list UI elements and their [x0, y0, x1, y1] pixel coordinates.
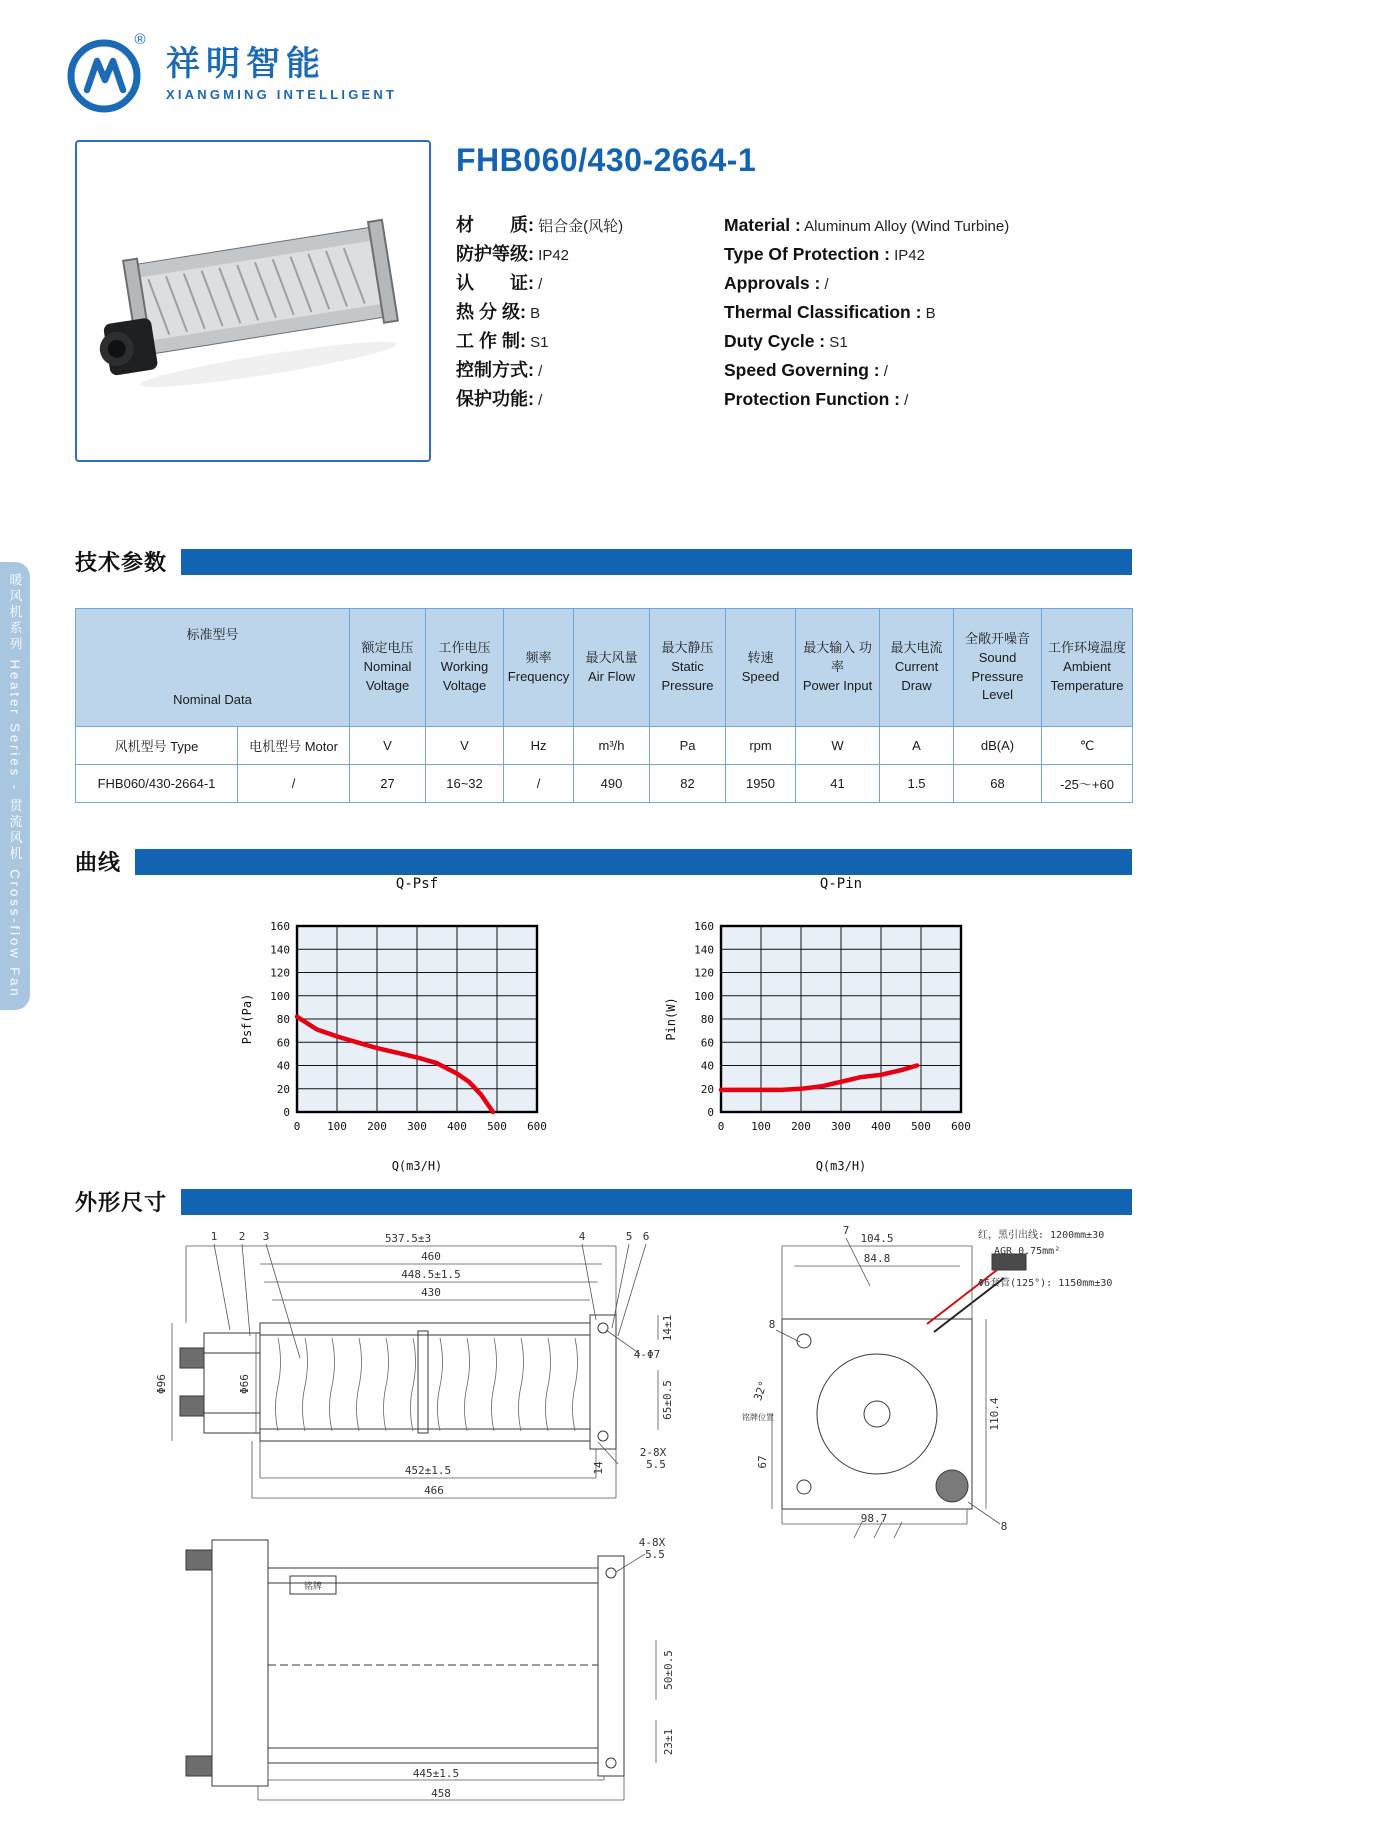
svg-text:160: 160 [270, 920, 290, 933]
table-header-cell [954, 609, 1042, 727]
spec-label-en: Protection Function : [724, 389, 900, 409]
dimension-label: Φ6套管(125°): 1150mm±30 [978, 1278, 1113, 1289]
svg-text:120: 120 [270, 966, 290, 980]
dimension-label: 3 [262, 1230, 270, 1243]
table-data-cell: 1950 [726, 765, 796, 803]
table-data-cell: FHB060/430-2664-1 [76, 765, 238, 803]
table-header-cell [574, 609, 650, 727]
product-model: FHB060/430-2664-1 [456, 142, 757, 178]
svg-text:Psf(Pa): Psf(Pa) [240, 993, 254, 1045]
section-title-tech: 技术参数 [75, 550, 168, 575]
svg-text:40: 40 [700, 1059, 714, 1073]
dimension-label: 452±1.5 [404, 1464, 452, 1477]
chart-plot [659, 914, 1027, 1176]
svg-text:400: 400 [447, 1120, 467, 1133]
table-data-cell: / [238, 765, 350, 803]
svg-text:100: 100 [751, 1120, 771, 1133]
section-curves [75, 846, 1132, 877]
svg-text:120: 120 [694, 966, 714, 980]
spec-label-en: Duty Cycle : [724, 331, 826, 351]
spec-row-cn: 工 作 制: S1 [456, 331, 549, 351]
chart-title: Q-Pin [819, 876, 863, 892]
table-unit-cell: m³/h [574, 727, 650, 765]
chart-q-pin [659, 876, 1027, 1176]
spec-label-en: Thermal Classification : [724, 302, 922, 322]
dimension-label: 104.5 [860, 1232, 894, 1245]
dimension-label: 110.4 [988, 1397, 1001, 1431]
table-header-cn: 最大电流 [890, 640, 943, 656]
svg-text:160: 160 [694, 920, 714, 933]
table-unit-cell: ℃ [1042, 727, 1133, 765]
svg-text:600: 600 [527, 1120, 547, 1133]
spec-label-en: Approvals : [724, 273, 821, 293]
spec-row-en: Approvals : / [724, 273, 829, 293]
registered-mark: ® [134, 31, 146, 48]
spec-row-cn: 防护等级: IP42 [456, 244, 570, 264]
svg-text:200: 200 [791, 1120, 811, 1133]
table-unit-cell: V [350, 727, 426, 765]
spec-row-en: Speed Governing : / [724, 360, 888, 380]
spec-label-en: Type Of Protection : [724, 244, 890, 264]
dimension-drawing-side-view [150, 1228, 710, 1518]
spec-row-cn: 认 证: / [456, 273, 543, 293]
svg-text:100: 100 [270, 989, 290, 1003]
logo-en: XIANGMING INTELLIGENT [166, 87, 398, 103]
svg-text:140: 140 [270, 943, 290, 957]
dimension-label: 32° [751, 1379, 771, 1403]
table-data-row [76, 765, 1133, 803]
table-header-en: Frequency [507, 668, 570, 684]
dimension-label: 红，黑引出线: 1200mm±30 [978, 1230, 1105, 1241]
spec-label-cn: 防护等级: [456, 244, 534, 264]
table-header-en: Power Input [802, 677, 873, 693]
svg-text:80: 80 [276, 1013, 290, 1026]
spec-row-en: Type Of Protection : IP42 [724, 244, 925, 264]
table-header-cn: 工作电压 [438, 640, 491, 656]
svg-text:100: 100 [694, 989, 714, 1003]
dimension-label: 8 [1000, 1520, 1008, 1533]
spec-row-cn: 保护功能: / [456, 389, 543, 409]
table-header-en: Ambient Temperature [1050, 659, 1124, 693]
dimension-label: 2-8X [639, 1446, 667, 1459]
spec-row-cn: 材 质: 铝合金(风轮) [456, 215, 624, 235]
svg-text:20: 20 [276, 1082, 290, 1096]
table-header-en: Working Voltage [440, 659, 489, 693]
dimension-label: 445±1.5 [412, 1767, 460, 1780]
table-data-cell: -25～+60 [1042, 765, 1133, 803]
spec-row-en: Material : Aluminum Alloy (Wind Turbine) [724, 215, 1010, 235]
svg-text:60: 60 [700, 1036, 714, 1050]
dimension-label: 4-8X [638, 1536, 666, 1549]
table-header-en: Static Pressure [661, 659, 714, 693]
series-side-tab-label: 暖风机系列 Heater Series - 贯流风机 Cross-flow Fan [7, 573, 23, 999]
svg-text:600: 600 [951, 1120, 971, 1133]
dimension-label: 8 [768, 1318, 776, 1331]
dimension-label: 铭牌 [303, 1582, 323, 1592]
svg-text:400: 400 [871, 1120, 891, 1133]
dimension-label: AGR 0.75mm² [994, 1246, 1061, 1257]
table-unit-cell: 电机型号 Motor [238, 727, 350, 765]
section-dimensions [75, 1186, 1132, 1217]
table-header-cell [726, 609, 796, 727]
svg-text:200: 200 [367, 1120, 387, 1133]
table-header-cell [350, 609, 426, 727]
svg-text:20: 20 [700, 1082, 714, 1096]
table-header-cn: 额定电压 [361, 640, 414, 656]
table-header-cn: 最大输入 功率 [803, 640, 872, 675]
table-data-cell: 27 [350, 765, 426, 803]
svg-text:300: 300 [407, 1120, 427, 1133]
svg-text:100: 100 [327, 1120, 347, 1133]
dimension-drawing-end-view [742, 1224, 1142, 1540]
table-header-cell [796, 609, 880, 727]
dimension-label: Φ96 [155, 1374, 168, 1394]
spec-label-cn: 热 分 级: [456, 302, 526, 322]
table-unit-cell: 风机型号 Type [76, 727, 238, 765]
dimension-label: 65±0.5 [661, 1380, 674, 1420]
dimension-label: 67 [756, 1455, 769, 1469]
spec-label-cn: 保护功能: [456, 389, 534, 409]
dimension-label: 1 [210, 1230, 218, 1243]
table-header-cell [1042, 609, 1133, 727]
spec-label-en: Speed Governing : [724, 360, 880, 380]
section-tech-params [75, 546, 1132, 577]
performance-charts [75, 876, 1132, 1176]
dimension-label: 14 [592, 1461, 605, 1475]
svg-text:40: 40 [276, 1059, 290, 1073]
svg-text:Q(m3/H): Q(m3/H) [815, 1159, 867, 1173]
logo-text [166, 46, 397, 102]
dimension-label: 466 [424, 1484, 444, 1497]
logo-cn: 祥明智能 [166, 44, 326, 83]
section-bar [181, 549, 1132, 575]
dimension-label: 5 [625, 1230, 633, 1243]
spec-label-cn: 材 质: [456, 215, 534, 235]
svg-text:0: 0 [293, 1120, 301, 1133]
svg-text:0: 0 [717, 1120, 725, 1133]
table-data-cell: 1.5 [880, 765, 954, 803]
dimension-label: 460 [421, 1250, 441, 1263]
table-data-cell: 490 [574, 765, 650, 803]
table-header-model-cn: 标准型号 [186, 626, 239, 642]
table-header-cn: 最大风量 [585, 649, 638, 665]
svg-text:300: 300 [831, 1120, 851, 1133]
table-data-cell: 16~32 [426, 765, 504, 803]
table-header-en: Nominal Voltage [363, 659, 412, 693]
dimension-label: Φ66 [238, 1374, 251, 1394]
spec-row-cn: 热 分 级: B [456, 302, 541, 322]
table-data-cell: / [504, 765, 574, 803]
table-header-cn: 频率 [525, 649, 552, 665]
product-info [456, 142, 1146, 411]
dimension-label: 430 [421, 1286, 441, 1299]
svg-text:Q(m3/H): Q(m3/H) [391, 1159, 443, 1173]
table-header-en: Speed [741, 668, 780, 684]
svg-text:500: 500 [487, 1120, 507, 1133]
svg-text:60: 60 [276, 1036, 290, 1050]
spec-row-cn: 控制方式: / [456, 360, 543, 380]
dimension-label: 2 [238, 1230, 246, 1243]
dimension-label: 448.5±1.5 [401, 1268, 461, 1281]
table-header-en: Sound Pressure Level [971, 649, 1024, 703]
table-data-cell: 82 [650, 765, 726, 803]
svg-text:80: 80 [700, 1013, 714, 1026]
table-unit-cell: Hz [504, 727, 574, 765]
series-side-tab [0, 562, 30, 1010]
table-header-cn: 全敞开噪音 [965, 630, 1031, 646]
table-data-cell: 41 [796, 765, 880, 803]
spec-row-en: Duty Cycle : S1 [724, 331, 848, 351]
spec-label-cn: 控制方式: [456, 360, 534, 380]
spec-label-cn: 认 证: [456, 273, 534, 293]
dimension-label: 5.5 [646, 1458, 666, 1471]
section-title-dimensions: 外形尺寸 [75, 1190, 168, 1215]
table-header-cell [504, 609, 574, 727]
brand-logo [60, 28, 397, 120]
logo-mark-icon [60, 28, 152, 120]
dimension-label: 4-Φ7 [633, 1348, 661, 1361]
section-title-curves: 曲线 [75, 850, 122, 875]
dimension-label: 84.8 [863, 1252, 891, 1265]
table-header-cn: 最大静压 [661, 640, 714, 656]
svg-text:0: 0 [283, 1106, 290, 1119]
table-header-en: Current Draw [894, 659, 939, 693]
spec-label-en: Material : [724, 215, 801, 235]
table-data-cell: 68 [954, 765, 1042, 803]
fan-illustration [83, 151, 423, 451]
svg-text:140: 140 [694, 943, 714, 957]
table-header-model [76, 609, 350, 727]
parameters-table [75, 608, 1133, 803]
dimension-label: 6 [642, 1230, 650, 1243]
table-header-cn: 工作环境温度 [1048, 640, 1127, 656]
svg-text:0: 0 [707, 1106, 714, 1119]
svg-text:Pin(W): Pin(W) [664, 997, 678, 1041]
spec-label-cn: 工 作 制: [456, 331, 526, 351]
chart-plot [235, 914, 603, 1176]
table-header-cn: 转速 [747, 649, 774, 665]
dimension-label: 98.7 [860, 1512, 888, 1525]
dimension-label: 5.5 [645, 1548, 665, 1561]
table-unit-cell: rpm [726, 727, 796, 765]
table-header-row [76, 609, 1133, 727]
dimension-label: 14±1 [661, 1314, 674, 1342]
table-units-row [76, 727, 1133, 765]
chart-q-psf [235, 876, 603, 1176]
dimension-label: 4 [578, 1230, 586, 1243]
table-header-cell [426, 609, 504, 727]
dimension-drawing-bottom-view [150, 1528, 710, 1808]
dimension-label: 50±0.5 [662, 1650, 675, 1690]
dimension-label: 537.5±3 [384, 1232, 432, 1245]
product-photo [75, 140, 431, 462]
table-header-model-en: Nominal Data [173, 691, 252, 707]
dimension-label: 458 [431, 1787, 451, 1800]
table-unit-cell: V [426, 727, 504, 765]
table-header-cell [880, 609, 954, 727]
table-header-cell [650, 609, 726, 727]
svg-text:500: 500 [911, 1120, 931, 1133]
dimension-label: 铭牌位置 [742, 1413, 774, 1422]
table-header-en: Air Flow [588, 668, 635, 684]
chart-title: Q-Psf [395, 876, 439, 892]
table-unit-cell: A [880, 727, 954, 765]
section-bar [135, 849, 1132, 875]
section-bar [181, 1189, 1132, 1215]
table-unit-cell: W [796, 727, 880, 765]
spec-list [456, 215, 1146, 411]
spec-row-en: Protection Function : / [724, 389, 909, 409]
table-unit-cell: dB(A) [954, 727, 1042, 765]
dimension-label: 23±1 [662, 1728, 675, 1756]
table-unit-cell: Pa [650, 727, 726, 765]
spec-row-en: Thermal Classification : B [724, 302, 936, 322]
dimension-label: 7 [842, 1224, 850, 1237]
